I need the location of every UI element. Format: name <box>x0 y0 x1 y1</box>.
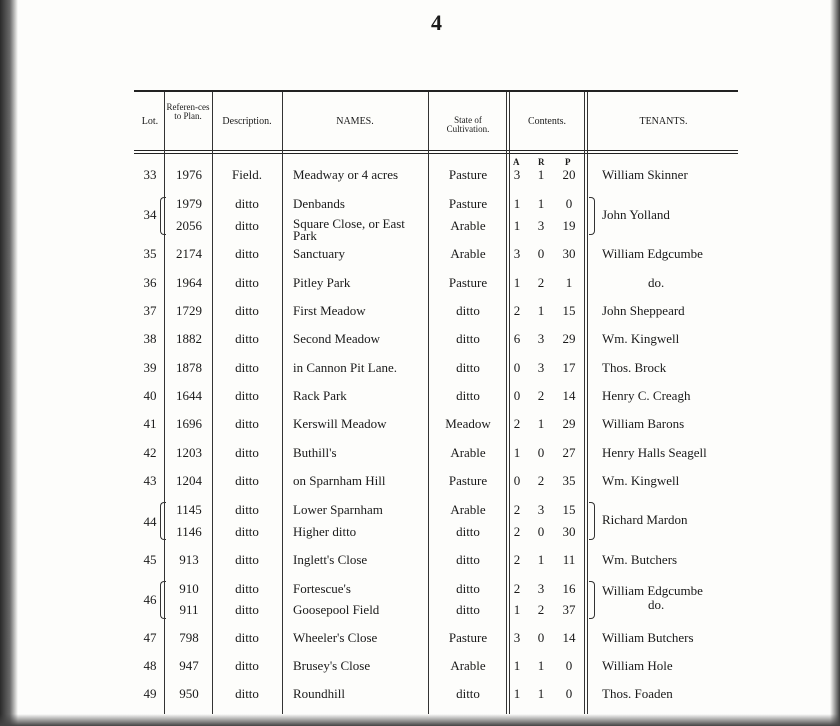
tenant-cell: do. <box>648 597 665 612</box>
cultivation-cell: Pasture <box>448 275 488 290</box>
name-cell: Wheeler's Close <box>293 630 378 645</box>
tenant-cell: William Hole <box>602 658 673 673</box>
header-state: State of Cultivation. <box>446 115 490 134</box>
plan-ref-cell: 947 <box>179 658 199 673</box>
description-cell: ditto <box>235 360 259 375</box>
lot-cell: 36 <box>143 275 157 290</box>
description-cell: ditto <box>235 445 259 460</box>
perches-cell: 14 <box>562 388 576 403</box>
roods-cell: 2 <box>537 275 545 290</box>
acres-cell: 1 <box>513 686 521 701</box>
lot-cell: 44 <box>143 514 157 529</box>
tenant-cell: William Butchers <box>602 630 694 645</box>
table-top-rule <box>134 90 738 92</box>
name-cell: on Sparnham Hill <box>293 473 386 488</box>
tenant-group-brace <box>589 581 595 619</box>
cultivation-cell: ditto <box>456 602 480 617</box>
acres-cell: 3 <box>513 630 521 645</box>
perches-cell: 27 <box>562 445 576 460</box>
col-divider <box>282 92 283 714</box>
name-cell: Meadway or 4 acres <box>293 167 399 182</box>
plan-ref-cell: 1882 <box>176 331 202 346</box>
roods-cell: 0 <box>537 630 545 645</box>
perches-cell: 15 <box>562 303 576 318</box>
plan-ref-cell: 798 <box>179 630 199 645</box>
acres-cell: 1 <box>513 275 521 290</box>
tenant-group-brace <box>589 197 595 235</box>
col-divider <box>506 92 507 714</box>
cultivation-cell: Arable <box>450 445 486 460</box>
tenant-cell: Henry C. Creagh <box>602 388 691 403</box>
name-cell: Brusey's Close <box>293 658 371 673</box>
description-cell: ditto <box>235 686 259 701</box>
tenant-cell: Wm. Butchers <box>602 552 678 567</box>
roods-cell: 1 <box>537 552 545 567</box>
col-divider <box>164 92 165 714</box>
lot-cell: 43 <box>143 473 157 488</box>
tenant-cell: William Edgcumbe <box>602 583 703 598</box>
description-cell: ditto <box>235 581 259 596</box>
name-cell: Higher ditto <box>293 524 357 539</box>
lot-cell: 41 <box>143 416 157 431</box>
description-cell: ditto <box>235 524 259 539</box>
page-number: 4 <box>431 10 442 35</box>
acres-cell: 1 <box>513 658 521 673</box>
plan-ref-cell: 1964 <box>176 275 202 290</box>
name-cell: First Meadow <box>293 303 366 318</box>
tenant-group-brace <box>589 502 595 540</box>
perches-cell: 0 <box>565 686 573 701</box>
name-cell: Lower Sparnham <box>293 502 383 517</box>
perches-cell: 30 <box>562 524 576 539</box>
name-cell: Inglett's Close <box>293 552 368 567</box>
description-cell: ditto <box>235 502 259 517</box>
header-references: Referen-ces to Plan. <box>166 102 210 121</box>
plan-ref-cell: 1729 <box>176 303 202 318</box>
header-lot: Lot. <box>141 116 159 127</box>
description-cell: ditto <box>235 602 259 617</box>
acres-cell: 3 <box>513 167 521 182</box>
name-cell: Kerswill Meadow <box>293 416 387 431</box>
perches-cell: 17 <box>562 360 576 375</box>
acres-cell: 0 <box>513 360 521 375</box>
perches-cell: 37 <box>562 602 576 617</box>
roods-cell: 3 <box>537 581 545 596</box>
perches-cell: 15 <box>562 502 576 517</box>
name-cell: Sanctuary <box>293 246 345 261</box>
tenant-cell: William Edgcumbe <box>602 246 703 261</box>
perches-cell: 14 <box>562 630 576 645</box>
plan-ref-cell: 1878 <box>176 360 202 375</box>
lot-cell: 45 <box>143 552 157 567</box>
lot-cell: 33 <box>143 167 157 182</box>
acres-cell: 1 <box>513 196 521 211</box>
acres-cell: 2 <box>513 416 521 431</box>
cultivation-cell: ditto <box>456 686 480 701</box>
description-cell: ditto <box>235 388 259 403</box>
roods-cell: 3 <box>537 360 545 375</box>
description-cell: ditto <box>235 416 259 431</box>
name-cell: Square Close, or East Park <box>293 216 405 243</box>
cultivation-cell: ditto <box>456 360 480 375</box>
lot-cell: 46 <box>143 592 157 607</box>
header-bottom-rule-2 <box>134 153 738 154</box>
unit-roods: R <box>538 157 545 167</box>
cultivation-cell: ditto <box>456 552 480 567</box>
acres-cell: 6 <box>513 331 521 346</box>
description-cell: ditto <box>235 630 259 645</box>
cultivation-cell: Meadow <box>445 416 491 431</box>
perches-cell: 29 <box>562 416 576 431</box>
roods-cell: 2 <box>537 388 545 403</box>
acres-cell: 2 <box>513 303 521 318</box>
cultivation-cell: Arable <box>450 218 486 233</box>
roods-cell: 0 <box>537 445 545 460</box>
lot-cell: 39 <box>143 360 157 375</box>
cultivation-cell: Arable <box>450 658 486 673</box>
roods-cell: 1 <box>537 196 545 211</box>
lot-cell: 48 <box>143 658 157 673</box>
plan-ref-cell: 1145 <box>176 502 202 517</box>
perches-cell: 29 <box>562 331 576 346</box>
plan-ref-cell: 1696 <box>176 416 202 431</box>
tenant-cell: William Barons <box>602 416 685 431</box>
cultivation-cell: Pasture <box>448 630 488 645</box>
tenant-cell: Thos. Brock <box>602 360 667 375</box>
acres-cell: 1 <box>513 445 521 460</box>
description-cell: ditto <box>235 303 259 318</box>
lot-cell: 47 <box>143 630 157 645</box>
name-cell: Fortescue's <box>293 581 351 596</box>
plan-ref-cell: 913 <box>179 552 199 567</box>
cultivation-cell: ditto <box>456 331 480 346</box>
description-cell: ditto <box>235 658 259 673</box>
perches-cell: 30 <box>562 246 576 261</box>
cultivation-cell: ditto <box>456 303 480 318</box>
lot-cell: 35 <box>143 246 157 261</box>
acres-cell: 3 <box>513 246 521 261</box>
perches-cell: 0 <box>565 196 573 211</box>
unit-acres: A <box>513 157 520 167</box>
acres-cell: 2 <box>513 502 521 517</box>
plan-ref-cell: 1979 <box>176 196 202 211</box>
name-cell: Buthill's <box>293 445 337 460</box>
tenant-cell: Wm. Kingwell <box>602 331 680 346</box>
perches-cell: 1 <box>565 275 573 290</box>
description-cell: ditto <box>235 331 259 346</box>
roods-cell: 1 <box>537 416 545 431</box>
tenant-cell: Thos. Foaden <box>602 686 673 701</box>
roods-cell: 1 <box>537 167 545 182</box>
perches-cell: 20 <box>562 167 576 182</box>
roods-cell: 1 <box>537 303 545 318</box>
description-cell: ditto <box>235 218 259 233</box>
cultivation-cell: Arable <box>450 246 486 261</box>
scan-edge-shadow-left <box>0 0 18 726</box>
acres-cell: 0 <box>513 473 521 488</box>
name-cell: Rack Park <box>293 388 347 403</box>
acres-cell: 1 <box>513 218 521 233</box>
perches-cell: 11 <box>562 552 576 567</box>
roods-cell: 3 <box>537 331 545 346</box>
lot-cell: 40 <box>143 388 157 403</box>
description-cell: Field. <box>232 167 262 182</box>
acres-cell: 2 <box>513 581 521 596</box>
roods-cell: 1 <box>537 658 545 673</box>
plan-ref-cell: 2056 <box>176 218 202 233</box>
roods-cell: 0 <box>537 524 545 539</box>
roods-cell: 0 <box>537 246 545 261</box>
name-cell: Goosepool Field <box>293 602 380 617</box>
roods-cell: 2 <box>537 602 545 617</box>
roods-cell: 2 <box>537 473 545 488</box>
col-divider <box>212 92 213 714</box>
plan-ref-cell: 1204 <box>176 473 202 488</box>
plan-ref-cell: 1976 <box>176 167 202 182</box>
tenant-cell: John Sheppeard <box>602 303 685 318</box>
unit-perches: P <box>565 157 571 167</box>
cultivation-cell: Arable <box>450 502 486 517</box>
name-cell: in Cannon Pit Lane. <box>293 360 397 375</box>
cultivation-cell: Pasture <box>448 167 488 182</box>
description-cell: ditto <box>235 246 259 261</box>
roods-cell: 3 <box>537 502 545 517</box>
name-cell: Second Meadow <box>293 331 381 346</box>
header-bottom-rule <box>134 150 738 151</box>
cultivation-cell: ditto <box>456 524 480 539</box>
perches-cell: 19 <box>562 218 576 233</box>
description-cell: ditto <box>235 473 259 488</box>
cultivation-cell: ditto <box>456 581 480 596</box>
acres-cell: 2 <box>513 552 521 567</box>
perches-cell: 16 <box>562 581 576 596</box>
col-divider <box>428 92 429 714</box>
roods-cell: 3 <box>537 218 545 233</box>
tenant-cell: Henry Halls Seagell <box>602 445 707 460</box>
cultivation-cell: Pasture <box>448 196 488 211</box>
lot-cell: 49 <box>143 686 157 701</box>
col-divider <box>584 92 585 714</box>
plan-ref-cell: 1644 <box>176 388 202 403</box>
header-contents: Contents. <box>527 116 567 127</box>
plan-ref-cell: 1146 <box>176 524 202 539</box>
tenant-cell: Wm. Kingwell <box>602 473 680 488</box>
lot-cell: 38 <box>143 331 157 346</box>
acres-cell: 2 <box>513 524 521 539</box>
plan-ref-cell: 2174 <box>176 246 202 261</box>
plan-ref-cell: 911 <box>179 602 199 617</box>
perches-cell: 0 <box>565 658 573 673</box>
tenant-cell: do. <box>648 275 665 290</box>
tenant-cell: William Skinner <box>602 167 688 182</box>
acres-cell: 0 <box>513 388 521 403</box>
perches-cell: 35 <box>562 473 576 488</box>
acres-cell: 1 <box>513 602 521 617</box>
cultivation-cell: Pasture <box>448 473 488 488</box>
plan-ref-cell: 910 <box>179 581 199 596</box>
scan-edge-shadow-bottom <box>0 714 840 726</box>
cultivation-cell: ditto <box>456 388 480 403</box>
header-description: Description. <box>222 116 272 127</box>
roods-cell: 1 <box>537 686 545 701</box>
plan-ref-cell: 950 <box>179 686 199 701</box>
scan-edge-shadow-right <box>830 0 840 726</box>
tenant-cell: John Yolland <box>602 207 670 222</box>
name-cell: Denbands <box>293 196 345 211</box>
col-divider <box>509 92 510 714</box>
description-cell: ditto <box>235 196 259 211</box>
col-divider <box>587 92 588 714</box>
plan-ref-cell: 1203 <box>176 445 202 460</box>
tenant-cell: Richard Mardon <box>602 512 688 527</box>
lot-cell: 42 <box>143 445 157 460</box>
header-names: NAMES. <box>336 116 374 127</box>
lot-cell: 37 <box>143 303 157 318</box>
header-tenants: TENANTS. <box>639 116 688 127</box>
description-cell: ditto <box>235 275 259 290</box>
name-cell: Roundhill <box>293 686 346 701</box>
lot-cell: 34 <box>143 207 157 222</box>
description-cell: ditto <box>235 552 259 567</box>
name-cell: Pitley Park <box>293 275 351 290</box>
